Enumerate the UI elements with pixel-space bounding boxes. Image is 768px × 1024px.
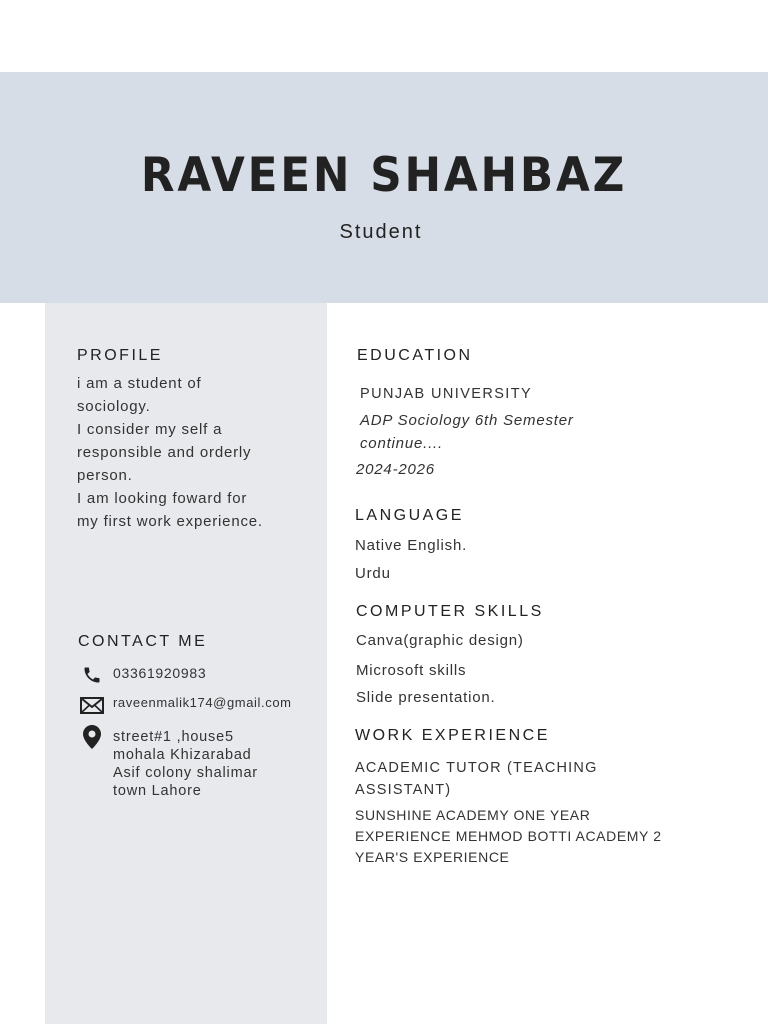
profile-line: person.	[77, 467, 133, 484]
work-detail-line: YEAR'S EXPERIENCE	[355, 849, 510, 865]
candidate-role: Student	[339, 221, 423, 243]
skill-item: Slide presentation.	[356, 689, 496, 706]
map-pin-icon	[80, 725, 104, 749]
contact-email: raveenmalik174@gmail.com	[113, 695, 292, 710]
candidate-name: RAVEEN SHAHBAZ	[140, 148, 628, 203]
contact-address-row	[80, 725, 258, 800]
contact-address	[113, 728, 258, 800]
address-line: Asif colony shalimar	[113, 765, 258, 781]
work-detail-line: SUNSHINE ACADEMY ONE YEAR	[355, 807, 591, 823]
education-heading: EDUCATION	[357, 347, 473, 364]
work-details	[355, 805, 755, 868]
work-title-line: ACADEMIC TUTOR (TEACHING	[355, 760, 598, 776]
education-years: 2024-2026	[356, 461, 435, 478]
work-detail-line: EXPERIENCE MEHMOD BOTTI ACADEMY 2	[355, 828, 662, 844]
profile-line: I am looking foward for	[77, 490, 248, 507]
education-degree: ADP Sociology 6th Semester	[360, 412, 574, 429]
contact-phone-row	[80, 665, 206, 685]
profile-text	[77, 372, 317, 533]
contact-heading: CONTACT ME	[78, 633, 208, 650]
skill-item: Canva(graphic design)	[356, 632, 524, 649]
profile-line: responsible and orderly	[77, 444, 252, 461]
envelope-icon	[80, 695, 104, 715]
profile-line: sociology.	[77, 398, 151, 415]
address-line: street#1 ,house5	[113, 729, 234, 745]
work-title-line: ASSISTANT)	[355, 782, 452, 798]
contact-phone: 03361920983	[113, 665, 207, 681]
language-heading: LANGUAGE	[355, 507, 464, 524]
skill-item: Microsoft skills	[356, 662, 467, 679]
address-line: town Lahore	[113, 783, 202, 799]
education-degree-status: continue....	[360, 435, 443, 452]
phone-icon	[80, 665, 104, 685]
profile-line: my first work experience.	[77, 513, 263, 530]
education-institution: PUNJAB UNIVERSITY	[360, 386, 533, 402]
language-item: Urdu	[355, 565, 391, 582]
work-heading: WORK EXPERIENCE	[355, 727, 550, 744]
profile-line: I consider my self a	[77, 421, 223, 438]
contact-email-row	[80, 695, 292, 715]
address-line: mohala Khizarabad	[113, 747, 252, 763]
profile-line: i am a student of	[77, 375, 202, 392]
work-title	[355, 757, 715, 801]
profile-heading: PROFILE	[77, 347, 163, 364]
language-item: Native English.	[355, 537, 468, 554]
skills-heading: COMPUTER SKILLS	[356, 603, 544, 620]
